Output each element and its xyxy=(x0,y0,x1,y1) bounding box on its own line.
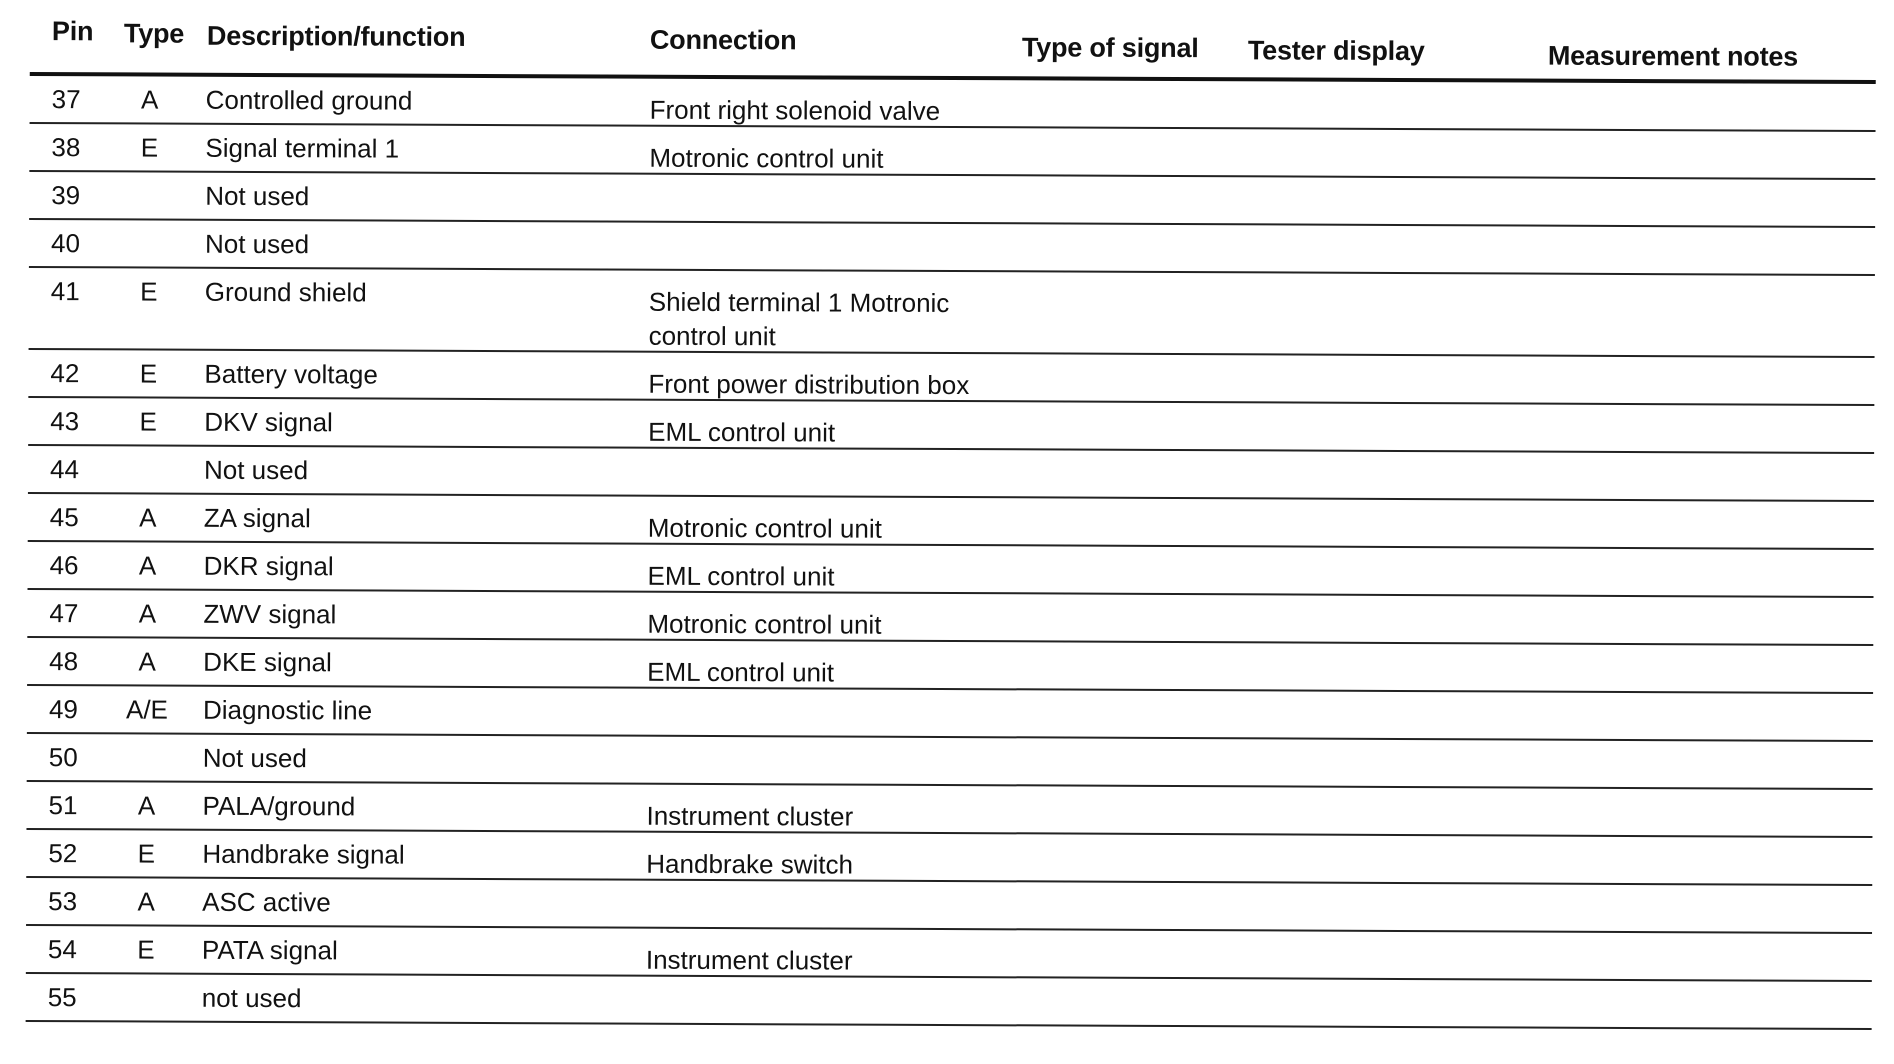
cell-connection: Motronic control unit xyxy=(649,141,1009,177)
cell-description: ASC active xyxy=(202,887,331,919)
cell-connection xyxy=(647,751,1007,753)
cell-description: PATA signal xyxy=(202,935,338,967)
table-body xyxy=(0,76,1894,1030)
cell-connection xyxy=(648,463,1008,465)
cell-description: PALA/ground xyxy=(203,791,356,823)
cell-description: DKE signal xyxy=(203,647,332,679)
table-row xyxy=(28,350,1874,406)
table-row xyxy=(28,446,1874,502)
table-row xyxy=(26,926,1872,982)
table-row xyxy=(27,686,1873,742)
cell-type: A xyxy=(118,84,182,115)
cell-connection: Front right solenoid valve xyxy=(650,93,1010,129)
header-connection: Connection xyxy=(650,25,797,57)
cell-type: A xyxy=(114,886,178,917)
cell-pin: 42 xyxy=(50,358,110,389)
cell-pin: 52 xyxy=(48,838,108,869)
cell-connection: Front power distribution box xyxy=(648,367,1008,403)
cell-connection: Motronic control unit xyxy=(647,607,1007,643)
cell-connection: Handbrake switch xyxy=(646,847,1006,883)
cell-description: Handbrake signal xyxy=(202,839,404,871)
cell-pin: 51 xyxy=(49,790,109,821)
header-tester-display: Tester display xyxy=(1248,35,1425,67)
cell-type: E xyxy=(117,276,181,307)
cell-connection xyxy=(649,189,1009,191)
cell-pin: 48 xyxy=(49,646,109,677)
table-row xyxy=(27,638,1873,694)
cell-description: not used xyxy=(202,983,302,1014)
cell-type: E xyxy=(116,358,180,389)
cell-type: A xyxy=(116,502,180,533)
table-row xyxy=(27,590,1873,646)
cell-pin: 44 xyxy=(50,454,110,485)
cell-description: Ground shield xyxy=(205,277,367,309)
header-pin: Pin xyxy=(52,16,94,47)
cell-connection: EML control unit xyxy=(648,559,1008,595)
cell-connection xyxy=(649,237,1009,239)
cell-description: Not used xyxy=(205,181,309,212)
cell-pin: 55 xyxy=(48,982,108,1013)
cell-pin: 38 xyxy=(51,132,111,163)
cell-pin: 54 xyxy=(48,934,108,965)
cell-description: Not used xyxy=(205,229,309,260)
cell-type: E xyxy=(114,838,178,869)
cell-pin: 45 xyxy=(50,502,110,533)
table-row xyxy=(29,220,1875,276)
header-measurement-notes: Measurement notes xyxy=(1548,41,1798,73)
table-row xyxy=(29,172,1875,228)
header-signal-type: Type of signal xyxy=(1022,32,1199,64)
table-row xyxy=(27,734,1873,790)
cell-description: DKV signal xyxy=(204,407,333,439)
table-row xyxy=(26,878,1872,934)
table-row xyxy=(30,76,1876,132)
cell-connection: EML control unit xyxy=(647,655,1007,691)
table-row xyxy=(29,268,1875,358)
cell-description: ZWV signal xyxy=(203,599,336,631)
table-row xyxy=(28,542,1874,598)
cell-connection: Instrument cluster xyxy=(646,799,1006,835)
cell-pin: 53 xyxy=(48,886,108,917)
table-row xyxy=(29,124,1875,180)
header-description: Description/function xyxy=(207,21,466,53)
cell-description: Controlled ground xyxy=(206,85,413,117)
table-header xyxy=(0,0,1894,84)
cell-pin: 39 xyxy=(51,180,111,211)
cell-type: A/E xyxy=(115,694,179,725)
cell-type: A xyxy=(115,790,179,821)
cell-connection: Shield terminal 1 Motronic control unit xyxy=(649,285,1009,355)
cell-description: Not used xyxy=(204,455,308,486)
cell-description: Signal terminal 1 xyxy=(205,133,399,165)
cell-type: A xyxy=(116,550,180,581)
cell-description: DKR signal xyxy=(204,551,334,583)
cell-type: E xyxy=(114,934,178,965)
table-row xyxy=(28,398,1874,454)
cell-connection: Motronic control unit xyxy=(648,511,1008,547)
cell-connection xyxy=(646,991,1006,993)
cell-pin: 50 xyxy=(49,742,109,773)
cell-type: E xyxy=(117,132,181,163)
cell-pin: 49 xyxy=(49,694,109,725)
cell-connection xyxy=(646,895,1006,897)
cell-pin: 37 xyxy=(52,84,112,115)
cell-pin: 47 xyxy=(49,598,109,629)
cell-pin: 46 xyxy=(50,550,110,581)
cell-connection: Instrument cluster xyxy=(646,943,1006,979)
table-row xyxy=(28,494,1874,550)
cell-connection xyxy=(647,703,1007,705)
cell-type: A xyxy=(115,646,179,677)
table-row xyxy=(26,830,1872,886)
table-row xyxy=(26,782,1872,838)
cell-description: ZA signal xyxy=(204,503,311,534)
cell-description: Not used xyxy=(203,743,307,774)
cell-connection: EML control unit xyxy=(648,415,1008,451)
table-row xyxy=(26,974,1872,1030)
cell-type: E xyxy=(116,406,180,437)
header-type: Type xyxy=(124,18,184,49)
cell-type: A xyxy=(115,598,179,629)
cell-description: Diagnostic line xyxy=(203,695,372,727)
cell-pin: 41 xyxy=(51,276,111,307)
cell-pin: 40 xyxy=(51,228,111,259)
cell-description: Battery voltage xyxy=(204,359,378,391)
cell-pin: 43 xyxy=(50,406,110,437)
